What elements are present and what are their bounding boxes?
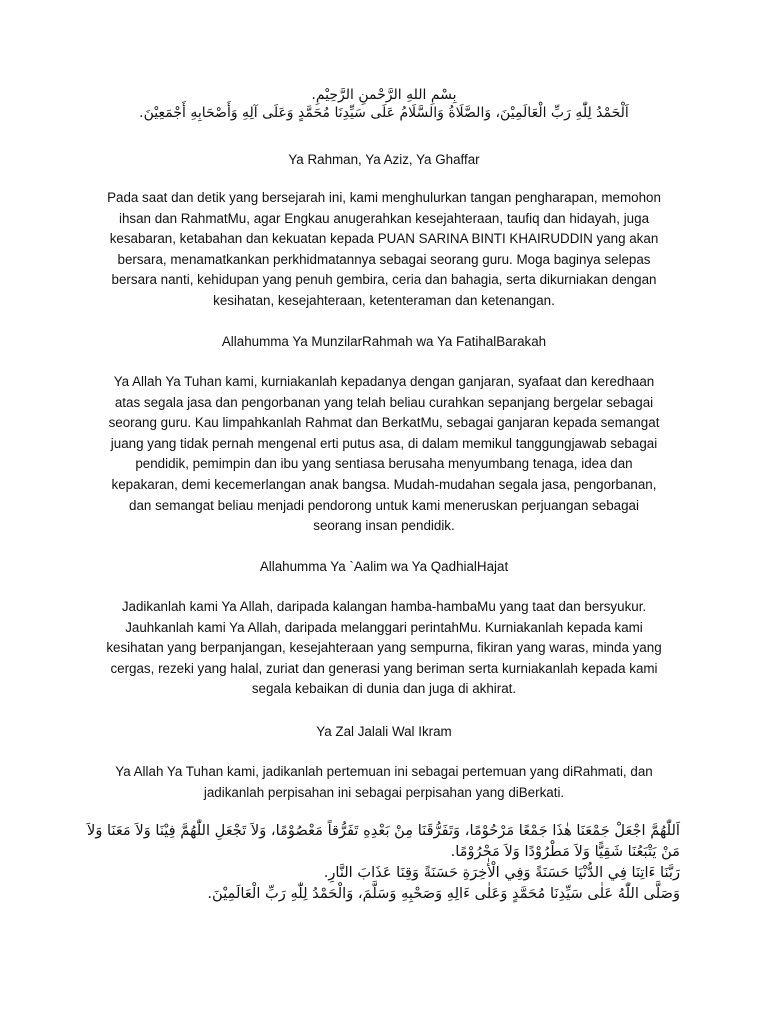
hamdalah-line: اَلْحَمْدُ لِلّٰهِ رَبِّ الْعَالَمِيْنَ، وَالصَّلَاةُ وَالسَّلَامُ عَلَى سَيِّدِنَا مُحَمَّدٍ وَعَلَى آلِهِ وَأَصْحَابِهِ أَجْمَعِيْنَ. [139, 105, 629, 121]
paragraph-line: juang yang tidak pernah mengenal erti putus asa, di dalam memikul tanggungjawab sebagai [110, 435, 658, 451]
section-paragraph-1 [88, 188, 680, 312]
basmala-line: بِسْمِ اللهِ الرَّحْمنِ الرَّحِيْمِ. [311, 87, 457, 103]
paragraph-line: segala kebaikan di dunia dan juga di akhirat. [251, 681, 517, 697]
paragraph-line: cergas, rezeki yang halal, zuriat dan generasi yang beriman serta kurniakanlah kepada kami [110, 660, 658, 676]
paragraph-line: kesihatan yang berpanjangan, kesejahteraan yang sempurna, fikiran yang waras, minda yang [106, 640, 662, 656]
paragraph-line: kesihatan, kesejahteraan, ketenteraman dan ketenangan. [213, 292, 555, 308]
opening-arabic [88, 86, 680, 122]
section-heading-1: Ya Rahman, Ya Aziz, Ya Ghaffar [288, 152, 480, 167]
paragraph-line: seorang guru. Kau limpahkanlah Rahmat dan BerkatMu, sebagai ganjaran kepada semangat [108, 415, 660, 431]
closing-arabic-line: وَصَلَّى اللّٰهُ عَلٰى سَيِّدِنَا مُحَمَّدٍ وَعَلٰى ءَالِهِ وَصَحْبِهِ وَسَلَّمَ، وَالْحَمْدُ لِلّٰهِ رَبِّ الْعَالَمِيْنَ. [207, 885, 680, 902]
closing-arabic-line: اَللّٰهُمَّ اجْعَلْ جَمْعَنَا هٰذَا جَمْعًا مَرْحُوْمًا، وَتَفَرُّقَنَا مِنْ بَعْدِهِ تَفَرُّقاً مَعْصُوْمًا، وَلاَ تَجْعَلِ اللّٰهُمَّ فِيْنَا وَلاَ مَعَنَا وَلاَ [87, 822, 680, 839]
paragraph-line: jadikanlah perpisahan ini sebagai perpisahan yang diBerkati. [203, 784, 565, 800]
closing-arabic-line: مَنْ يَتْبَعُنَا شَقِيًّا وَلاَ مَطْرُوْدًا وَلاَ مَحْرُوْمًا. [450, 843, 680, 860]
paragraph-line: bersara, menamatkankan perkhidmatannya sebagai seorang guru. Moga baginya selepas [117, 251, 651, 267]
section-heading-4: Ya Zal Jalali Wal Ikram [316, 724, 452, 739]
section-heading-2: Allahumma Ya MunzilarRahmah wa Ya FatihalBarakah [221, 334, 547, 349]
paragraph-line: Ya Allah Ya Tuhan kami, jadikanlah pertemuan ini sebagai pertemuan yang diRahmati, dan [115, 764, 653, 779]
paragraph-line: dan semangat beliau menjadi pendorong untuk kami meneruskan perjuangan sebagai [129, 497, 639, 513]
closing-arabic-line: رَبَّنَا ءَاتِنَا فِي الدُّنْيَا حَسَنَةً وَفِي الْأٰخِرَةِ حَسَنَةً وَقِنَا عَذَابَ النَّارِ. [323, 864, 680, 881]
section-paragraph-4 [88, 762, 680, 803]
section-heading-3: Allahumma Ya `Aalim wa Ya QadhialHajat [259, 559, 509, 574]
section-paragraph-2 [88, 372, 680, 537]
paragraph-line: seorang insan pendidik. [313, 518, 455, 534]
paragraph-line: bersara nanti, kehidupan yang penuh gembira, ceria dan bahagia, serta dikurniakan dengan [111, 272, 657, 288]
paragraph-line: Jadikanlah kami Ya Allah, daripada kalangan hamba-hambaMu yang taat dan bersyukur. [121, 599, 647, 614]
paragraph-line: kesabaran, ketabahan dan kekuatan kepada PUAN SARINA BINTI KHAIRUDDIN yang akan [109, 231, 659, 247]
paragraph-line: Ya Allah Ya Tuhan kami, kurniakanlah kepadanya dengan ganjaran, syafaat dan keredhaan [113, 374, 655, 389]
paragraph-line: pendidik, pemimpin dan ibu yang sentiasa berusaha menyumbang tenaga, idea dan [135, 456, 633, 472]
paragraph-line: Pada saat dan detik yang bersejarah ini, kami menghulurkan tangan pengharapan, memohon [107, 190, 661, 205]
paragraph-line: atas segala jasa dan pengorbanan yang telah beliau curahkan sepanjang bergelar sebagai [114, 394, 654, 410]
closing-arabic-prayer [88, 820, 680, 904]
paragraph-line: Jauhkanlah kami Ya Allah, daripada melanggari perintahMu. Kurniakanlah kepada kami [125, 619, 643, 635]
paragraph-line: ihsan dan RahmatMu, agar Engkau anugerahkan kesejahteraan, taufiq dan hidayah, juga [118, 210, 650, 226]
section-paragraph-3 [88, 597, 680, 700]
paragraph-line: kepakaran, demi kecemerlangan anak bangsa. Mudah-mudahan segala jasa, pengorbanan, [111, 476, 657, 492]
